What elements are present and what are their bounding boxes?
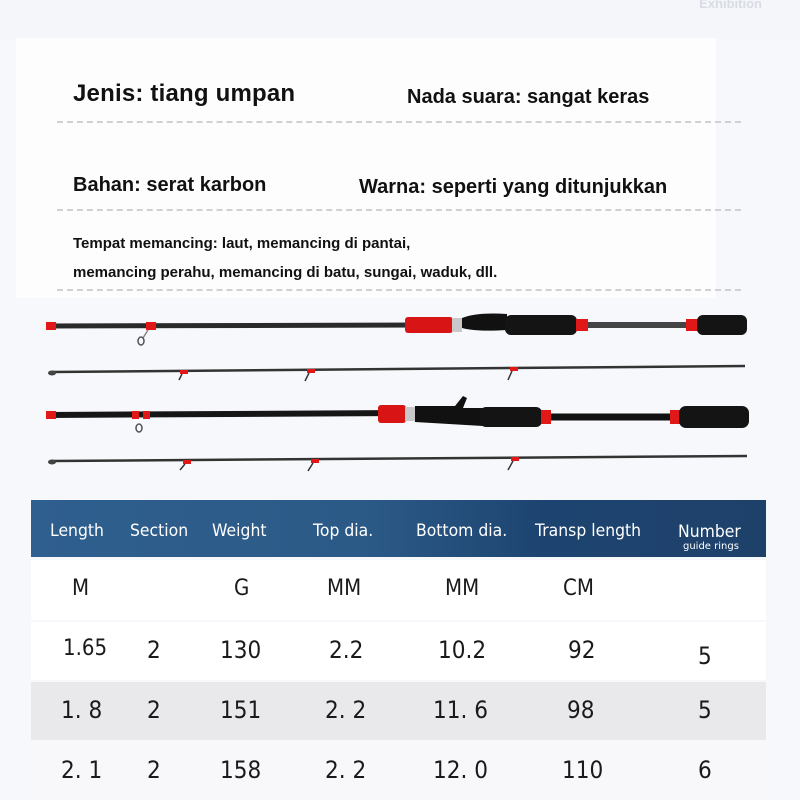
cell-bottom-dia: 12. 0	[433, 756, 488, 784]
cell-section: 2	[147, 756, 161, 784]
cell-transp-length: 92	[568, 636, 596, 664]
cell-transp-length: 110	[562, 756, 604, 784]
cell-weight: 158	[220, 756, 262, 784]
watermark: Exhibition	[699, 0, 762, 11]
cell-transp-length: 98	[567, 696, 595, 724]
table-row	[31, 622, 766, 680]
units-row	[31, 560, 766, 620]
unit-transp-length: CM	[563, 576, 594, 601]
cell-guide-rings: 6	[698, 756, 712, 784]
rod-tip-spinning	[48, 366, 745, 381]
header-weight: Weight	[212, 521, 267, 541]
header-transp-length: Transp length	[535, 521, 642, 541]
spec-type: Jenis: tiang umpan	[73, 80, 296, 107]
rod-butt-spinning	[46, 314, 747, 346]
cell-length: 1. 8	[61, 696, 103, 724]
header-top-dia: Top dia.	[313, 521, 374, 541]
spec-sound: Nada suara: sangat keras	[407, 86, 650, 108]
fishing-rods-image	[0, 300, 800, 480]
table-row	[31, 682, 766, 740]
cell-bottom-dia: 10.2	[438, 636, 487, 664]
unit-bottom-dia: MM	[445, 576, 480, 601]
cell-bottom-dia: 11. 6	[433, 696, 488, 724]
cell-guide-rings: 5	[698, 642, 712, 670]
table-row	[31, 742, 766, 800]
unit-weight: G	[234, 576, 250, 601]
cell-weight: 130	[220, 636, 262, 664]
header-number: Number	[678, 522, 741, 542]
rod-tip-casting	[48, 456, 747, 471]
divider	[57, 121, 741, 123]
header-bottom-dia: Bottom dia.	[416, 521, 508, 541]
cell-top-dia: 2. 2	[325, 696, 367, 724]
divider	[57, 289, 741, 291]
spec-color: Warna: seperti yang ditunjukkan	[359, 176, 668, 198]
spec-location-line2: memancing perahu, memancing di batu, sungai, waduk, dll.	[73, 264, 498, 281]
unit-top-dia: MM	[327, 576, 362, 601]
cell-weight: 151	[220, 696, 262, 724]
header-length: Length	[50, 521, 104, 541]
top-band	[0, 0, 800, 40]
spec-location-line1: Tempat memancing: laut, memancing di pantai,	[73, 235, 411, 252]
cell-guide-rings: 5	[698, 696, 712, 724]
cell-top-dia: 2. 2	[325, 756, 367, 784]
header-section: Section	[130, 521, 189, 541]
divider	[57, 209, 741, 211]
cell-length: 1.65	[63, 636, 108, 661]
cell-length: 2. 1	[61, 756, 103, 784]
cell-section: 2	[147, 636, 161, 664]
table-header	[31, 500, 766, 557]
spec-material: Bahan: serat karbon	[73, 174, 267, 196]
cell-top-dia: 2.2	[329, 636, 364, 664]
header-number-sub: guide rings	[683, 541, 739, 552]
rod-butt-casting	[46, 396, 749, 432]
spec-panel	[16, 38, 716, 298]
unit-length: M	[72, 576, 90, 601]
cell-section: 2	[147, 696, 161, 724]
